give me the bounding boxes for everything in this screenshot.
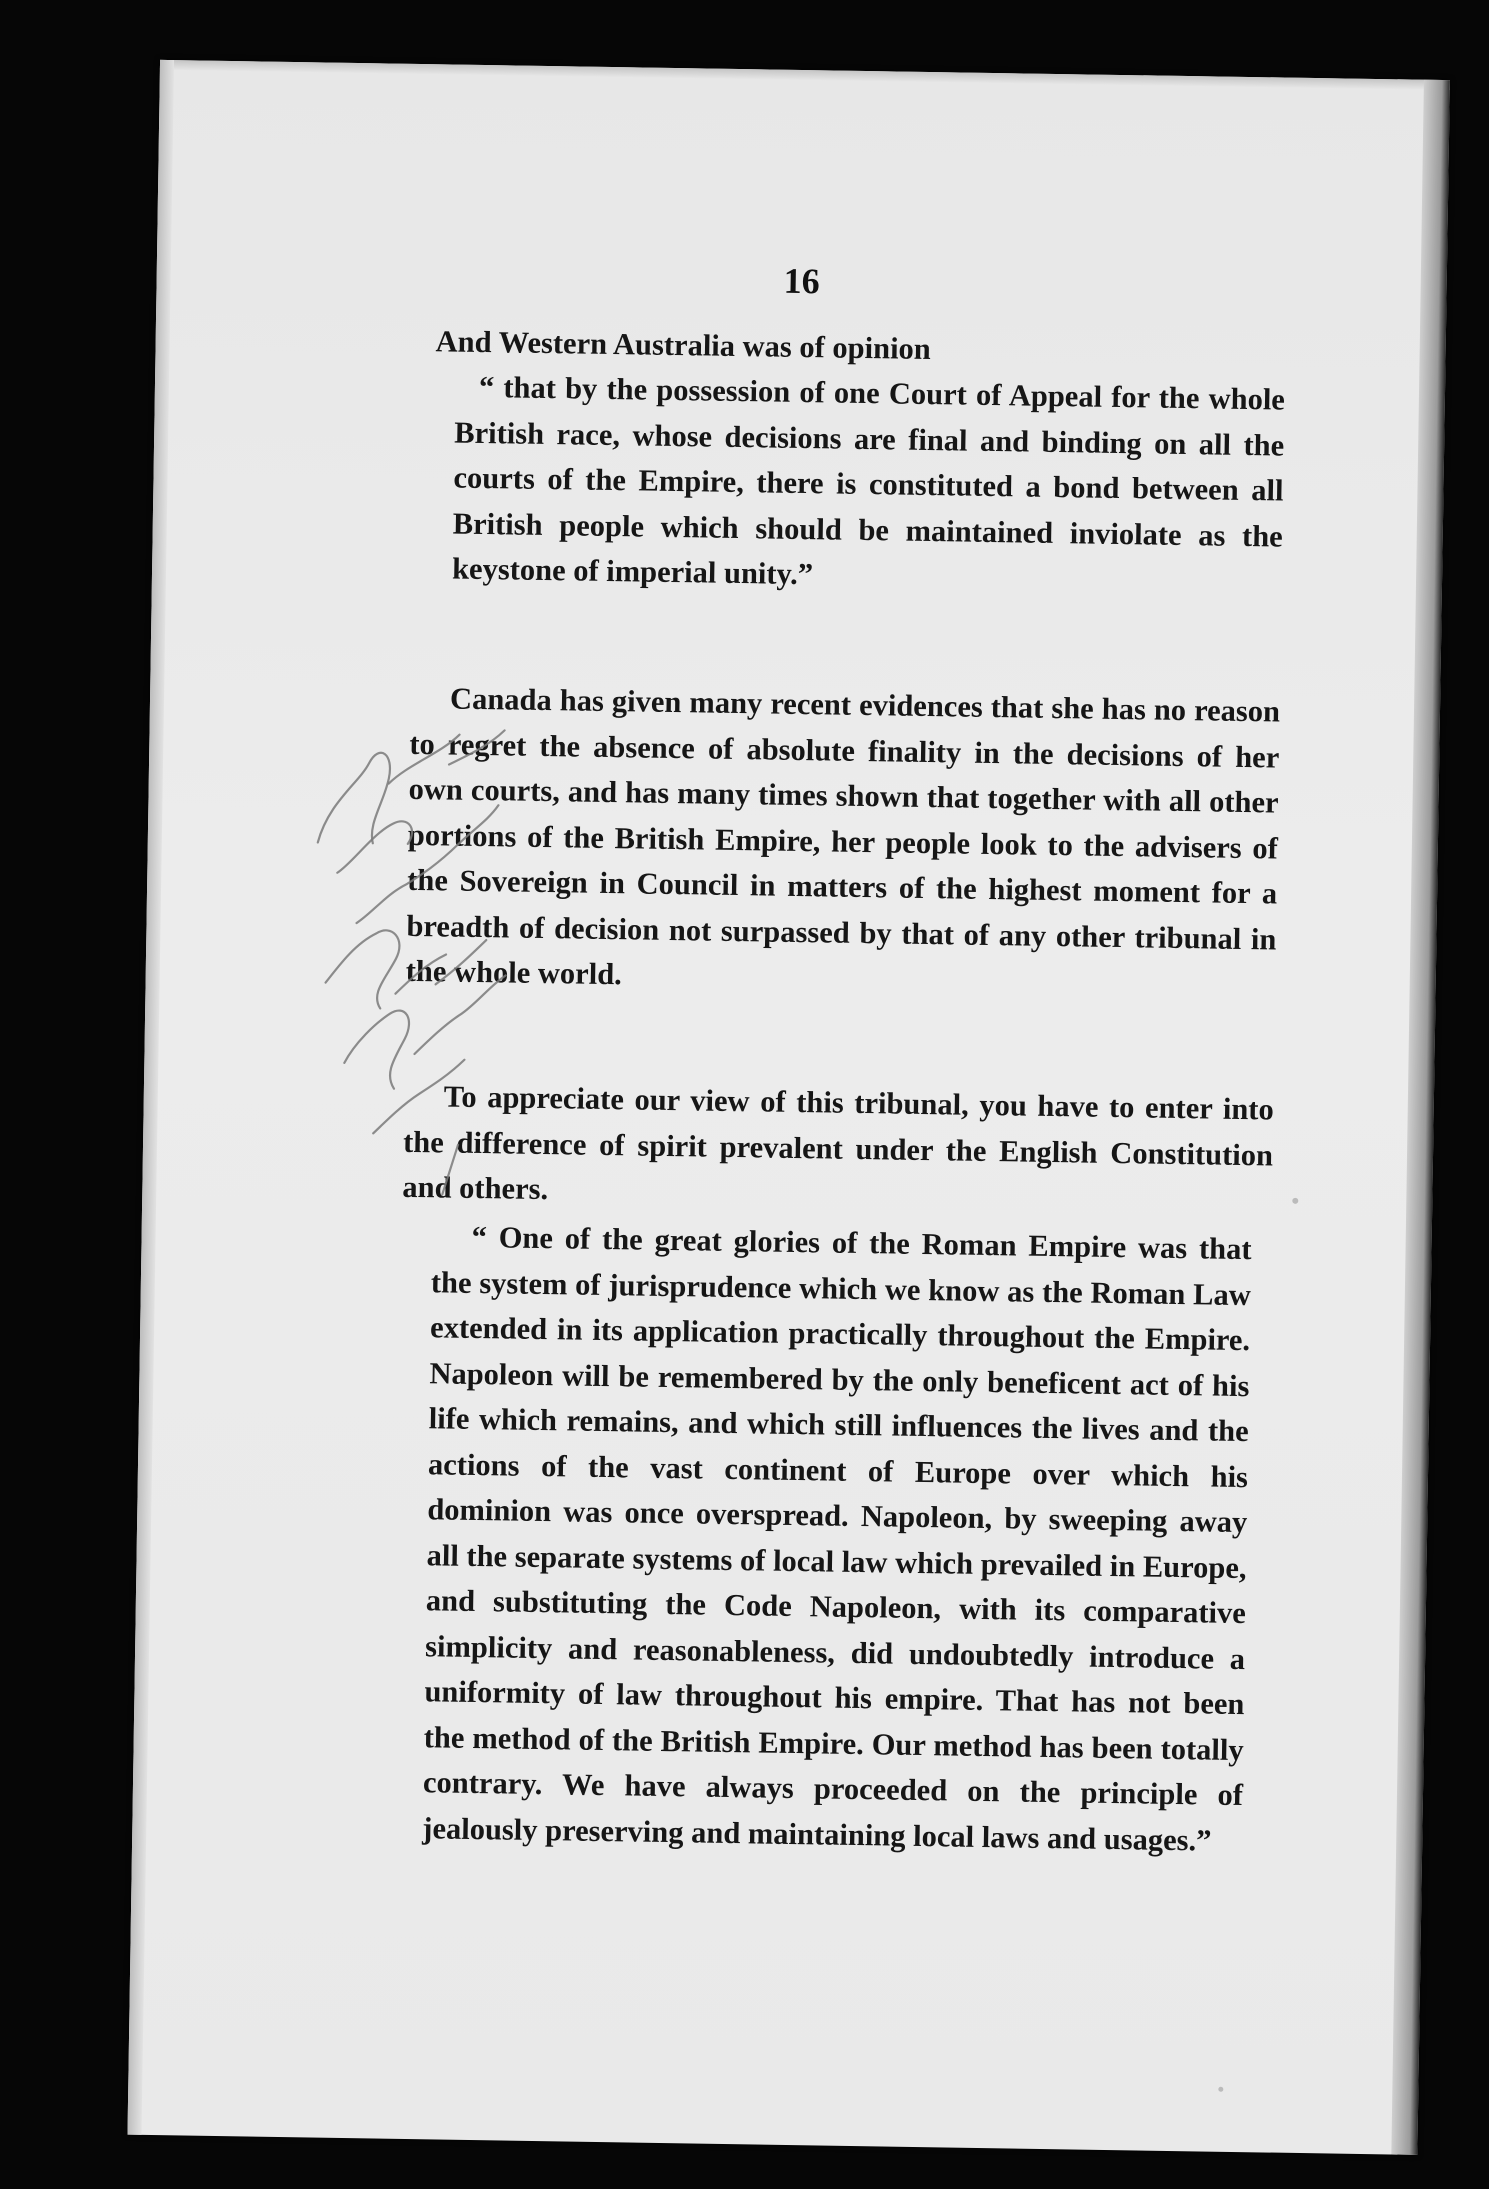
- quote-roman-empire: [422, 1214, 1252, 1864]
- paper-speck: [1218, 2087, 1223, 2092]
- document-page: [127, 60, 1449, 2155]
- page-number: 16: [783, 260, 820, 302]
- paper-speck: [1292, 1198, 1298, 1204]
- quote-western-australia-text: “ that by the possession of one Court of Appeal for the whole British race, whose decisions are final and binding on all the courts of the Empire, there is constituted a bond between all British people which should be maintained inviolate as the keystone of imperial unity.”: [451, 369, 1286, 592]
- lead-line-text: And Western Australia was of opinion: [435, 324, 932, 367]
- quote-roman-empire-text: “ One of the great glories of the Roman Empire was that the system of jurisprudence which we know as the Roman Law extended in its application practically throughout the Empire. Napoleon will be remembered by the only beneficent act of his life which remains, and which still influences the lives and the actions of the vast continent of Europe over which his dominion was once overspread. Napoleon, by sweeping away all the separate systems of local law which prevailed in Europe, and substituting the Code Napoleon, with its comparative simplicity and reasonableness, did undoubtedly introduce a uniformity of law throughout his empire. That has not been the method of the British Empire. Our method has been totally contrary. We have always proceeded on the principle of jealously preserving and maintaining local laws and usages.”: [422, 1219, 1252, 1858]
- quote-western-australia: [452, 365, 1285, 606]
- handwriting-strokes: [292, 722, 560, 1246]
- paragraph-tribunal-view-text: To appreciate our view of this tribunal, you have to enter into the difference of spirit prevalent under the English Constitution and others.: [402, 1079, 1274, 1207]
- handwritten-margin-note: [292, 722, 560, 1246]
- paragraph-canada-text: Canada has given many recent evidences that she has no reason to regret the absence of absolute finality in the decisions of her own courts, and has many times shown that together with all other portions of the British Empire, her people look to the advisers of the Sovereign in Council in matters of the highest moment for a breadth of decision not surpassed by that of any other tribunal in the whole world.: [405, 681, 1281, 992]
